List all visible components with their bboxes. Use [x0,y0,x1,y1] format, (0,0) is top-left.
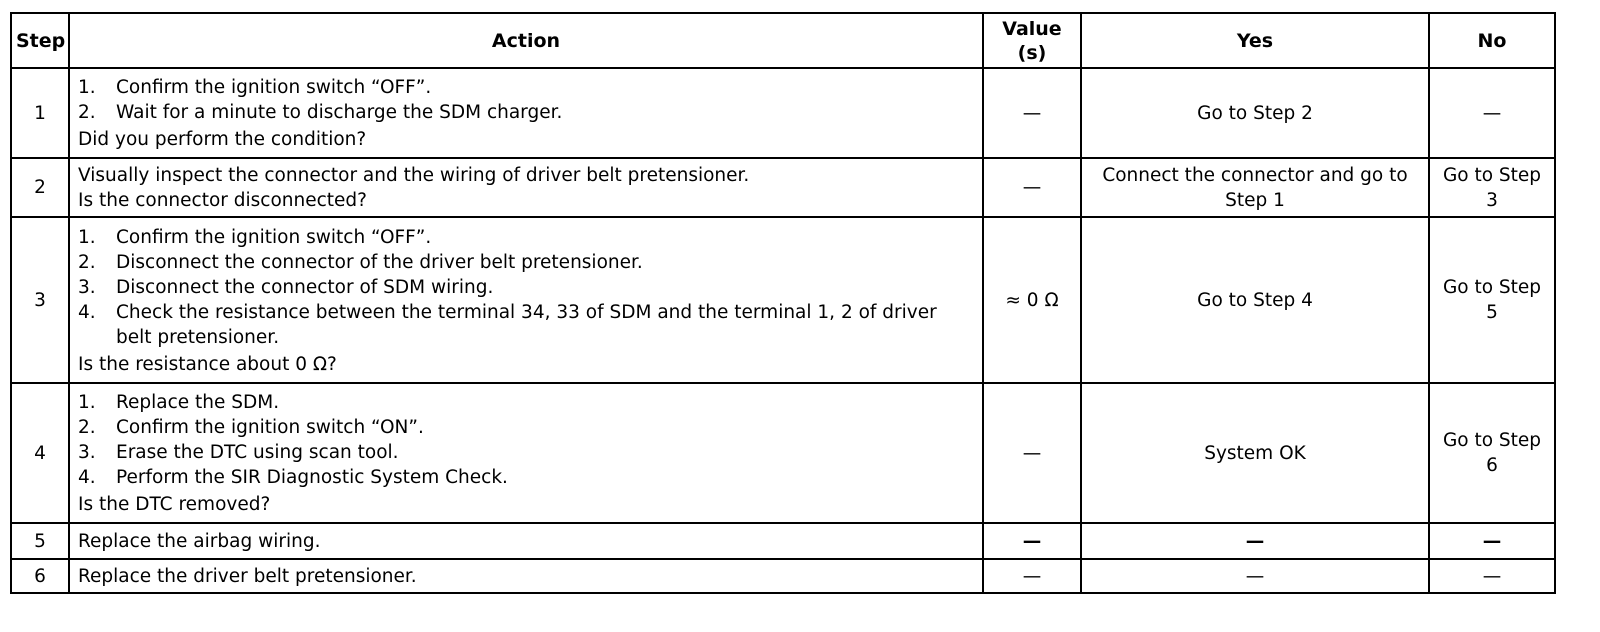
action-cell [69,383,983,523]
action-cell [69,217,983,383]
step-number: 1 [11,68,69,158]
list-item-text: Confirm the ignition switch “OFF”. [116,226,432,248]
value-cell: ≈ 0 Ω [983,217,1081,383]
step-number: 5 [11,523,69,559]
table-row-step-4 [11,383,1555,523]
header-value [983,13,1081,68]
header-row [11,13,1555,68]
value-cell: — [983,523,1081,559]
action-question: Is the DTC removed? [78,494,271,515]
no-cell: — [1429,68,1555,158]
list-item-text: Perform the SIR Diagnostic System Check. [116,467,508,488]
action-question: Did you perform the condition? [78,129,367,150]
header-step: Step [11,13,69,68]
action-cell [69,158,983,217]
list-item-text: Replace the SDM. [116,392,280,413]
header-action: Action [69,13,983,68]
list-item: 2. Wait for a minute to discharge the SDM charger. [78,102,563,123]
step-number: 4 [11,383,69,523]
no-cell: — [1429,559,1555,593]
list-item: 3. Disconnect the connector of SDM wiring. [78,276,494,298]
table-row-step-5 [11,523,1555,559]
list-item-text: Erase the DTC using scan tool. [116,442,399,463]
list-item: 3. Erase the DTC using scan tool. [78,442,399,463]
yes-cell: Go to Step 4 [1081,217,1429,383]
list-item-text: Check the resistance between the terminal 34, 33 of SDM and the terminal 1, 2 of driver belt pretensioner. [116,301,937,348]
list-item-text: Disconnect the connector of the driver belt pretensioner. [116,251,643,273]
list-item: 4. Check the resistance between the terminal 34, 33 of SDM and the terminal 1, 2 of driver belt pretensioner. [78,301,937,348]
yes-cell: — [1081,559,1429,593]
list-item: 1. Confirm the ignition switch “OFF”. [78,77,432,98]
header-value-label: Value (s) [1002,17,1062,64]
list-item: 2. Confirm the ignition switch “ON”. [78,417,424,438]
no-cell: Go to Step 3 [1429,158,1555,217]
action-text: Replace the driver belt pretensioner. [78,566,417,587]
value-cell: — [983,68,1081,158]
value-cell: — [983,383,1081,523]
action-cell [69,523,983,559]
action-question: Is the connector disconnected? [78,190,367,211]
action-cell [69,559,983,593]
no-cell: Go to Step 5 [1429,217,1555,383]
list-item: 1. Confirm the ignition switch “OFF”. [78,226,432,248]
list-item-text: Disconnect the connector of SDM wiring. [116,276,494,298]
header-yes: Yes [1081,13,1429,68]
table-row-step-6 [11,559,1555,593]
step-number: 3 [11,217,69,383]
list-item: 4. Perform the SIR Diagnostic System Check. [78,467,508,488]
table-row-step-2 [11,158,1555,217]
action-cell [69,68,983,158]
no-cell: Go to Step 6 [1429,383,1555,523]
no-cell: — [1429,523,1555,559]
table-row-step-1 [11,68,1555,158]
list-item-text: Confirm the ignition switch “OFF”. [116,77,432,98]
yes-cell: — [1081,523,1429,559]
value-cell: — [983,559,1081,593]
yes-cell: Connect the connector and go to Step 1 [1081,158,1429,217]
list-item: 2. Disconnect the connector of the driver belt pretensioner. [78,251,643,273]
action-text: Replace the airbag wiring. [78,531,321,552]
list-item-text: Confirm the ignition switch “ON”. [116,417,424,438]
value-cell: — [983,158,1081,217]
action-list [78,75,974,125]
yes-cell: System OK [1081,383,1429,523]
list-item: 1. Replace the SDM. [78,392,280,413]
yes-cell: Go to Step 2 [1081,68,1429,158]
action-question: Is the resistance about 0 Ω? [78,353,337,375]
diagnostic-table [10,12,1556,594]
step-number: 6 [11,559,69,593]
action-list [78,225,974,350]
step-number: 2 [11,158,69,217]
header-no: No [1429,13,1555,68]
action-list [78,390,974,490]
action-text: Visually inspect the connector and the wiring of driver belt pretensioner. [78,165,750,186]
list-item-text: Wait for a minute to discharge the SDM charger. [116,102,563,123]
table-row-step-3 [11,217,1555,383]
